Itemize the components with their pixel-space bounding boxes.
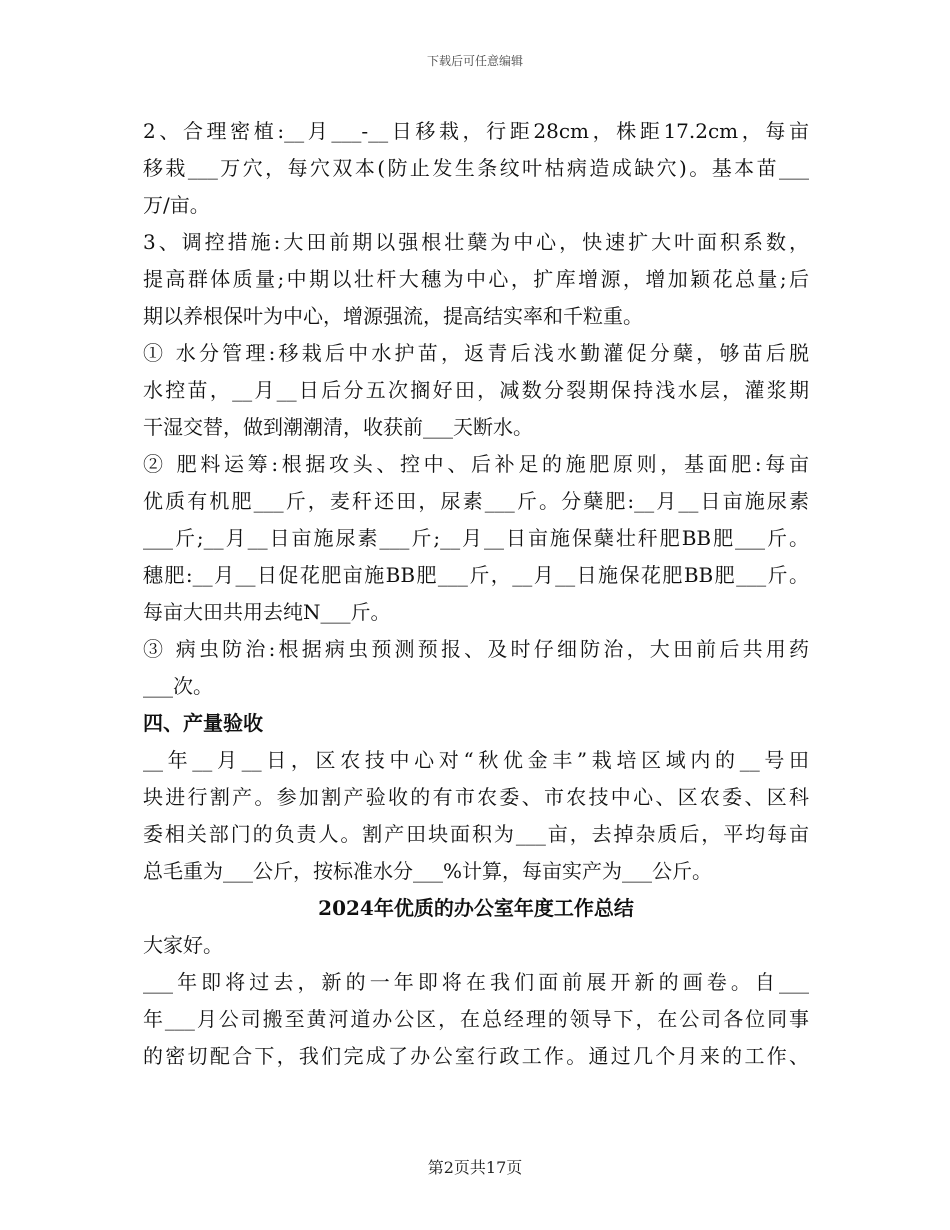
paragraph-line: ② 肥料运筹:根据攻头、控中、后补足的施肥原则，基面肥:每亩	[143, 452, 809, 476]
paragraph-line: 水控苗，__月__日后分五次搁好田，减数分裂期保持浅水层，灌浆期	[143, 378, 809, 402]
page-number: 第2页共17页	[427, 1158, 523, 1177]
document-body	[143, 113, 809, 1075]
paragraph-line: ① 水分管理:移栽后中水护苗，返青后浅水勤灌促分蘖，够苗后脱	[143, 341, 809, 365]
paragraph-line: 优质有机肥___斤，麦秆还田，尿素___斤。分蘖肥:__月__日亩施尿素	[143, 489, 809, 513]
document-title: 2024年优质的办公室年度工作总结	[318, 896, 634, 920]
paragraph-line: 期以养根保叶为中心，增源强流，提高结实率和千粒重。	[143, 304, 643, 328]
paragraph-line: 委相关部门的负责人。割产田块面积为___亩，去掉杂质后，平均每亩	[143, 822, 809, 846]
header-note: 下载后可任意编辑	[426, 54, 523, 68]
paragraph-line: ___斤;__月__日亩施尿素___斤;__月__日亩施保蘖壮秆肥BB肥___斤。	[143, 526, 809, 550]
paragraph-line: 3、调控措施:大田前期以强根壮蘖为中心，快速扩大叶面积系数，	[143, 230, 809, 254]
paragraph-line: 年___月公司搬至黄河道办公区，在总经理的领导下，在公司各位同事	[143, 1007, 809, 1031]
paragraph-line: 2、合理密植:__月___-__日移栽，行距28cm，株距17.2cm，每亩	[143, 119, 809, 143]
paragraph-line: ___年即将过去，新的一年即将在我们面前展开新的画卷。自___	[143, 970, 809, 994]
paragraph-line: ③ 病虫防治:根据病虫预测预报、及时仔细防治，大田前后共用药	[143, 637, 809, 661]
paragraph-line: 大家好。	[143, 933, 223, 957]
paragraph-line: 穗肥:__月__日促花肥亩施BB肥___斤，__月__日施保花肥BB肥___斤。	[143, 563, 809, 587]
paragraph-line: 的密切配合下，我们完成了办公室行政工作。通过几个月来的工作、	[143, 1044, 809, 1068]
paragraph-line: __年__月__日，区农技中心对“秋优金丰”栽培区域内的__号田	[143, 748, 809, 772]
paragraph-line: 块进行割产。参加割产验收的有市农委、市农技中心、区农委、区科	[143, 785, 809, 809]
paragraph-line: 提高群体质量;中期以壮杆大穗为中心，扩库增源，增加颖花总量;后	[143, 267, 809, 291]
paragraph-line: 每亩大田共用去纯N___斤。	[143, 600, 391, 624]
paragraph-line: 移栽___万穴，每穴双本(防止发生条纹叶枯病造成缺穴)。基本苗___	[143, 156, 809, 180]
paragraph-line: ___次。	[143, 674, 213, 698]
paragraph-line: 万/亩。	[143, 193, 210, 217]
paragraph-line: 干湿交替，做到潮潮清，收获前___天断水。	[143, 415, 533, 439]
paragraph-line: 总毛重为___公斤，按标准水分___%计算，每亩实产为___公斤。	[143, 859, 713, 883]
section-heading: 四、产量验收	[143, 711, 263, 735]
